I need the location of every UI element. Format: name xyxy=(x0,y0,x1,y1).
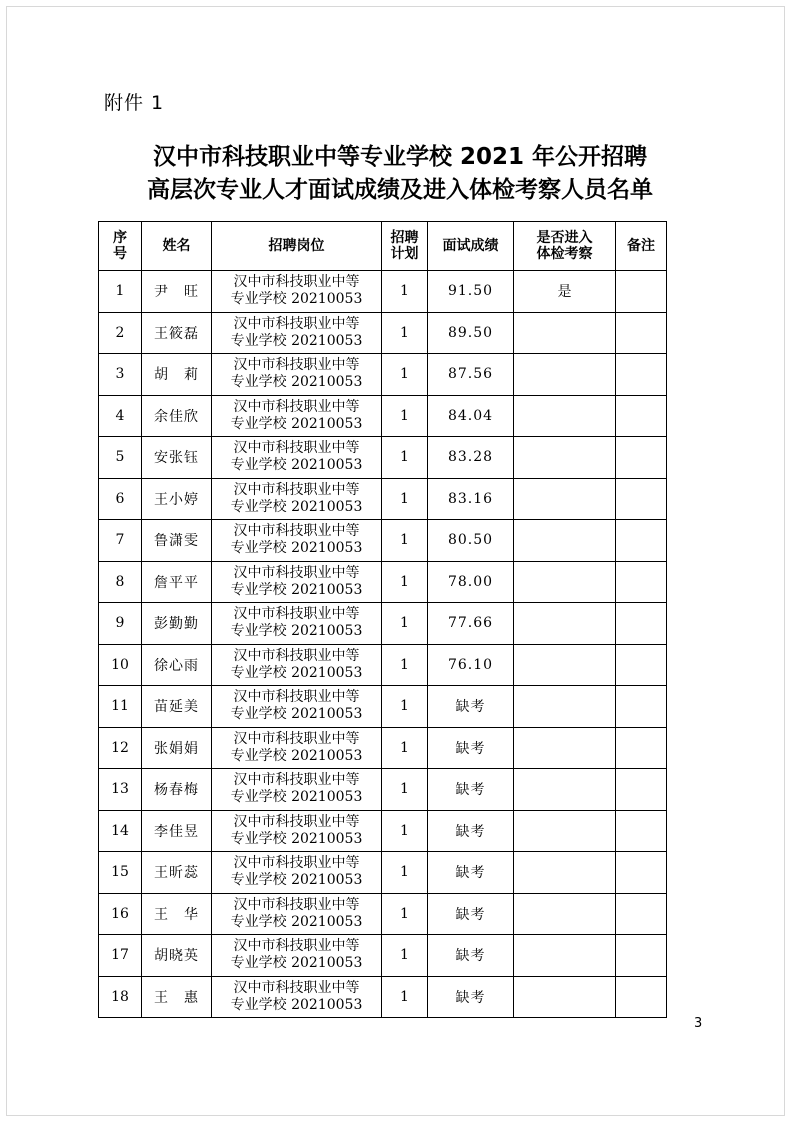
cell-plan: 1 xyxy=(382,935,428,977)
cell-post-line-2: 专业学校 20210053 xyxy=(230,623,363,640)
cell-enter xyxy=(514,478,616,520)
cell-plan: 1 xyxy=(382,271,428,313)
cell-seq: 4 xyxy=(99,395,142,437)
cell-post xyxy=(212,395,382,437)
cell-plan: 1 xyxy=(382,644,428,686)
cell-post xyxy=(212,520,382,562)
cell-seq: 11 xyxy=(99,686,142,728)
cell-post xyxy=(212,312,382,354)
cell-name: 余佳欣 xyxy=(142,395,212,437)
cell-score: 80.50 xyxy=(428,520,514,562)
table-row xyxy=(99,271,667,313)
cell-post xyxy=(212,561,382,603)
cell-post-line-1: 汉中市科技职业中等 xyxy=(233,689,360,706)
cell-remark xyxy=(616,437,667,479)
cell-post-line-2: 专业学校 20210053 xyxy=(230,789,363,806)
cell-score: 89.50 xyxy=(428,312,514,354)
cell-plan: 1 xyxy=(382,852,428,894)
cell-post-line-2: 专业学校 20210053 xyxy=(230,830,363,847)
cell-plan: 1 xyxy=(382,810,428,852)
table-row xyxy=(99,478,667,520)
cell-post-line-1: 汉中市科技职业中等 xyxy=(233,523,360,540)
cell-post xyxy=(212,769,382,811)
cell-name: 安张钰 xyxy=(142,437,212,479)
cell-name: 王小婷 xyxy=(142,478,212,520)
table-row xyxy=(99,603,667,645)
cell-seq: 10 xyxy=(99,644,142,686)
cell-plan: 1 xyxy=(382,561,428,603)
cell-score: 缺考 xyxy=(428,769,514,811)
cell-score: 缺考 xyxy=(428,727,514,769)
cell-post-line-1: 汉中市科技职业中等 xyxy=(233,855,360,872)
cell-enter xyxy=(514,769,616,811)
cell-post-line-2: 专业学校 20210053 xyxy=(230,374,363,391)
cell-plan: 1 xyxy=(382,437,428,479)
cell-enter xyxy=(514,520,616,562)
table-row xyxy=(99,520,667,562)
cell-post-line-1: 汉中市科技职业中等 xyxy=(233,730,360,747)
cell-score: 78.00 xyxy=(428,561,514,603)
header-enter: 是否进入 体检考察 xyxy=(514,222,616,271)
table-row xyxy=(99,769,667,811)
cell-seq: 12 xyxy=(99,727,142,769)
cell-post xyxy=(212,271,382,313)
cell-name: 鲁潇雯 xyxy=(142,520,212,562)
cell-score: 缺考 xyxy=(428,976,514,1018)
cell-seq: 1 xyxy=(99,271,142,313)
cell-post-line-2: 专业学校 20210053 xyxy=(230,332,363,349)
cell-enter: 是 xyxy=(514,271,616,313)
cell-enter xyxy=(514,976,616,1018)
cell-score: 缺考 xyxy=(428,893,514,935)
cell-post xyxy=(212,603,382,645)
cell-name: 胡晓英 xyxy=(142,935,212,977)
header-seq: 序 号 xyxy=(99,222,142,271)
cell-remark xyxy=(616,727,667,769)
cell-remark xyxy=(616,520,667,562)
cell-post-line-1: 汉中市科技职业中等 xyxy=(233,772,360,789)
cell-seq: 14 xyxy=(99,810,142,852)
cell-seq: 6 xyxy=(99,478,142,520)
cell-score: 84.04 xyxy=(428,395,514,437)
cell-remark xyxy=(616,354,667,396)
cell-name: 尹 旺 xyxy=(142,271,212,313)
attachment-label: 附件 1 xyxy=(104,92,165,114)
cell-name: 李佳昱 xyxy=(142,810,212,852)
header-remark: 备注 xyxy=(616,222,667,271)
cell-enter xyxy=(514,893,616,935)
cell-name: 詹平平 xyxy=(142,561,212,603)
cell-post xyxy=(212,810,382,852)
cell-enter xyxy=(514,395,616,437)
cell-score: 缺考 xyxy=(428,852,514,894)
cell-post xyxy=(212,478,382,520)
cell-enter xyxy=(514,810,616,852)
cell-post-line-1: 汉中市科技职业中等 xyxy=(233,813,360,830)
cell-seq: 15 xyxy=(99,852,142,894)
cell-score: 缺考 xyxy=(428,686,514,728)
cell-post-line-2: 专业学校 20210053 xyxy=(230,872,363,889)
cell-name: 张娟娟 xyxy=(142,727,212,769)
cell-remark xyxy=(616,893,667,935)
cell-name: 徐心雨 xyxy=(142,644,212,686)
cell-enter xyxy=(514,354,616,396)
cell-score: 缺考 xyxy=(428,935,514,977)
cell-post-line-2: 专业学校 20210053 xyxy=(230,955,363,972)
cell-score: 76.10 xyxy=(428,644,514,686)
cell-plan: 1 xyxy=(382,603,428,645)
cell-seq: 8 xyxy=(99,561,142,603)
cell-plan: 1 xyxy=(382,520,428,562)
cell-remark xyxy=(616,644,667,686)
title-line-2: 高层次专业人才面试成绩及进入体检考察人员名单 xyxy=(147,177,653,203)
cell-name: 王 惠 xyxy=(142,976,212,1018)
cell-seq: 9 xyxy=(99,603,142,645)
cell-remark xyxy=(616,976,667,1018)
cell-enter xyxy=(514,727,616,769)
cell-enter xyxy=(514,437,616,479)
cell-enter xyxy=(514,603,616,645)
cell-post xyxy=(212,976,382,1018)
cell-post-line-1: 汉中市科技职业中等 xyxy=(233,606,360,623)
cell-post xyxy=(212,686,382,728)
cell-remark xyxy=(616,478,667,520)
cell-post xyxy=(212,727,382,769)
cell-post xyxy=(212,354,382,396)
table-row xyxy=(99,354,667,396)
cell-name: 王昕蕊 xyxy=(142,852,212,894)
cell-post-line-2: 专业学校 20210053 xyxy=(230,664,363,681)
table-row xyxy=(99,395,667,437)
cell-score: 77.66 xyxy=(428,603,514,645)
cell-post xyxy=(212,852,382,894)
cell-post-line-2: 专业学校 20210053 xyxy=(230,913,363,930)
cell-post xyxy=(212,437,382,479)
cell-remark xyxy=(616,312,667,354)
table-row xyxy=(99,893,667,935)
cell-post-line-1: 汉中市科技职业中等 xyxy=(233,896,360,913)
cell-plan: 1 xyxy=(382,312,428,354)
cell-post-line-1: 汉中市科技职业中等 xyxy=(233,274,360,291)
cell-seq: 13 xyxy=(99,769,142,811)
cell-score: 83.28 xyxy=(428,437,514,479)
cell-post xyxy=(212,935,382,977)
cell-post-line-2: 专业学校 20210053 xyxy=(230,581,363,598)
cell-remark xyxy=(616,603,667,645)
cell-post xyxy=(212,893,382,935)
title-line-1: 汉中市科技职业中等专业学校 2021 年公开招聘 xyxy=(152,144,648,170)
header-post: 招聘岗位 xyxy=(212,222,382,271)
cell-score: 87.56 xyxy=(428,354,514,396)
cell-post-line-1: 汉中市科技职业中等 xyxy=(233,315,360,332)
cell-plan: 1 xyxy=(382,976,428,1018)
cell-post xyxy=(212,644,382,686)
table-row xyxy=(99,644,667,686)
cell-remark xyxy=(616,561,667,603)
cell-remark xyxy=(616,769,667,811)
cell-enter xyxy=(514,686,616,728)
cell-name: 彭勤勤 xyxy=(142,603,212,645)
document-title xyxy=(95,141,705,207)
cell-plan: 1 xyxy=(382,727,428,769)
cell-post-line-2: 专业学校 20210053 xyxy=(230,457,363,474)
table-body xyxy=(99,271,667,1018)
cell-post-line-1: 汉中市科技职业中等 xyxy=(233,979,360,996)
table-row xyxy=(99,437,667,479)
table-row xyxy=(99,852,667,894)
cell-plan: 1 xyxy=(382,686,428,728)
table-row xyxy=(99,976,667,1018)
cell-plan: 1 xyxy=(382,395,428,437)
cell-plan: 1 xyxy=(382,354,428,396)
table-row xyxy=(99,935,667,977)
cell-remark xyxy=(616,935,667,977)
cell-plan: 1 xyxy=(382,478,428,520)
cell-plan: 1 xyxy=(382,893,428,935)
cell-post-line-1: 汉中市科技职业中等 xyxy=(233,564,360,581)
cell-post-line-1: 汉中市科技职业中等 xyxy=(233,440,360,457)
cell-enter xyxy=(514,935,616,977)
results-table xyxy=(98,221,667,1018)
cell-remark xyxy=(616,810,667,852)
cell-name: 王筱磊 xyxy=(142,312,212,354)
cell-post-line-2: 专业学校 20210053 xyxy=(230,498,363,515)
cell-remark xyxy=(616,686,667,728)
page-number: 3 xyxy=(694,1016,703,1031)
cell-seq: 3 xyxy=(99,354,142,396)
cell-score: 83.16 xyxy=(428,478,514,520)
table-row xyxy=(99,312,667,354)
cell-enter xyxy=(514,644,616,686)
cell-seq: 7 xyxy=(99,520,142,562)
cell-seq: 17 xyxy=(99,935,142,977)
cell-seq: 16 xyxy=(99,893,142,935)
table-row xyxy=(99,810,667,852)
cell-post-line-1: 汉中市科技职业中等 xyxy=(233,398,360,415)
cell-enter xyxy=(514,312,616,354)
cell-post-line-2: 专业学校 20210053 xyxy=(230,747,363,764)
cell-post-line-2: 专业学校 20210053 xyxy=(230,415,363,432)
cell-seq: 5 xyxy=(99,437,142,479)
cell-remark xyxy=(616,271,667,313)
cell-score: 91.50 xyxy=(428,271,514,313)
cell-post-line-1: 汉中市科技职业中等 xyxy=(233,647,360,664)
cell-post-line-2: 专业学校 20210053 xyxy=(230,540,363,557)
table-row xyxy=(99,561,667,603)
header-name: 姓名 xyxy=(142,222,212,271)
cell-score: 缺考 xyxy=(428,810,514,852)
table-row xyxy=(99,686,667,728)
cell-post-line-2: 专业学校 20210053 xyxy=(230,706,363,723)
cell-post-line-1: 汉中市科技职业中等 xyxy=(233,938,360,955)
table-row xyxy=(99,727,667,769)
cell-post-line-2: 专业学校 20210053 xyxy=(230,996,363,1013)
header-score: 面试成绩 xyxy=(428,222,514,271)
cell-post-line-1: 汉中市科技职业中等 xyxy=(233,357,360,374)
cell-seq: 2 xyxy=(99,312,142,354)
cell-remark xyxy=(616,395,667,437)
cell-name: 胡 莉 xyxy=(142,354,212,396)
cell-seq: 18 xyxy=(99,976,142,1018)
cell-post-line-1: 汉中市科技职业中等 xyxy=(233,481,360,498)
cell-plan: 1 xyxy=(382,769,428,811)
cell-name: 苗延美 xyxy=(142,686,212,728)
cell-name: 王 华 xyxy=(142,893,212,935)
cell-enter xyxy=(514,852,616,894)
cell-enter xyxy=(514,561,616,603)
cell-post-line-2: 专业学校 20210053 xyxy=(230,291,363,308)
cell-name: 杨春梅 xyxy=(142,769,212,811)
header-plan: 招聘 计划 xyxy=(382,222,428,271)
cell-remark xyxy=(616,852,667,894)
table-header-row xyxy=(99,222,667,271)
